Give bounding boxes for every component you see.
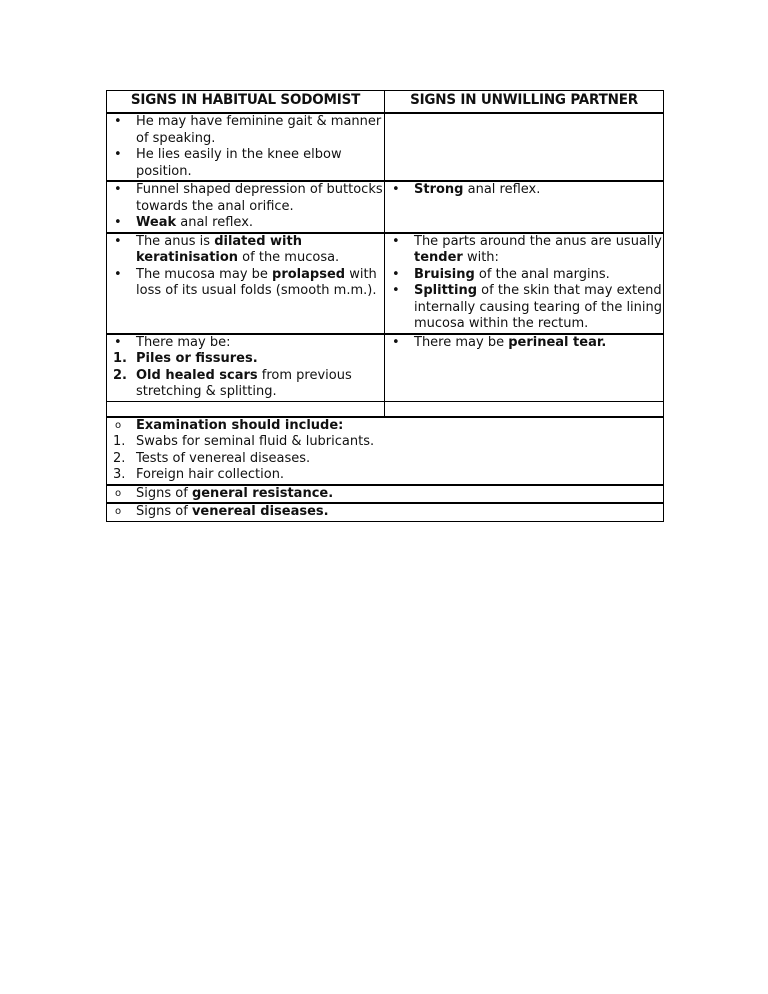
item-text: Signs of — [136, 504, 192, 519]
item-text: of the anal margins. — [474, 266, 610, 282]
item-text: anal reflex. — [176, 215, 254, 230]
item-text: There may be — [414, 334, 509, 350]
item-text: Foreign hair collection. — [136, 467, 285, 482]
list-item — [107, 267, 384, 300]
bullet-icon: o — [115, 487, 122, 499]
item-text: with loss of its usual folds (smooth m.m.). — [136, 266, 377, 298]
item-text: The anus is — [136, 233, 215, 249]
item-text: Signs of — [136, 485, 192, 501]
sign-list — [385, 182, 663, 199]
right-cell — [385, 334, 664, 402]
item-text: of the mucosa. — [238, 250, 340, 265]
empty-cell — [385, 401, 664, 417]
right-cell — [385, 233, 664, 334]
bullet-icon: • — [392, 283, 400, 298]
sign-list — [107, 182, 384, 232]
general-resistance-row — [107, 485, 664, 504]
bullet-icon: • — [392, 334, 400, 350]
emphasis-text: Examination should include: — [136, 417, 344, 433]
list-item — [107, 504, 663, 521]
list-item — [107, 434, 663, 451]
emphasis-text: venereal diseases. — [191, 504, 329, 519]
item-text: Funnel shaped depression of buttocks towards the anal orifice. — [136, 182, 383, 214]
table-row — [107, 233, 664, 334]
left-cell — [107, 113, 385, 181]
item-text: He lies easily in the knee elbow position. — [136, 147, 342, 179]
item-text: with: — [462, 250, 499, 265]
list-item — [107, 147, 384, 180]
emphasis-text: Old healed scars — [136, 367, 258, 383]
sign-list — [385, 335, 663, 352]
list-item — [107, 234, 384, 267]
signs-table — [106, 90, 664, 522]
item-text: Swabs for seminal fluid & lubricants. — [136, 434, 375, 449]
bullet-icon: • — [114, 266, 122, 282]
item-text: The parts around the anus are usually — [414, 233, 662, 249]
empty-row — [107, 401, 664, 417]
bullet-icon: o — [115, 419, 122, 431]
bullet-icon: • — [114, 215, 122, 230]
sign-list — [107, 234, 384, 300]
table-row — [107, 181, 664, 233]
sign-list — [385, 234, 663, 333]
item-text: The mucosa may be — [136, 266, 273, 282]
list-item — [385, 335, 663, 352]
list-item — [107, 467, 663, 484]
emphasis-text: perineal tear. — [508, 334, 607, 350]
header-row — [107, 91, 664, 114]
emphasis-text: Bruising — [414, 266, 475, 282]
list-number: 2. — [113, 450, 126, 466]
list-item — [107, 114, 384, 147]
list-item — [107, 351, 384, 368]
general-resistance-cell — [107, 485, 664, 504]
right-cell — [385, 181, 664, 233]
emphasis-text: Weak — [136, 215, 177, 230]
right-cell — [385, 113, 664, 181]
venereal-list — [107, 504, 663, 521]
list-item — [107, 335, 384, 352]
sign-list — [107, 335, 384, 401]
examination-list — [107, 418, 663, 484]
list-item — [385, 283, 663, 333]
venereal-cell — [107, 503, 664, 521]
list-number: 1. — [113, 351, 127, 366]
item-text: from previous stretching & splitting. — [136, 367, 352, 399]
list-item — [107, 182, 384, 215]
bullet-icon: • — [114, 114, 122, 129]
item-text: He may have feminine gait & manner of speaking. — [136, 114, 382, 146]
venereal-row — [107, 503, 664, 521]
list-item — [107, 368, 384, 401]
emphasis-text: Strong — [414, 182, 464, 197]
emphasis-text: dilated with keratinisation — [136, 233, 302, 265]
emphasis-text: Piles or fissures. — [136, 351, 258, 366]
bullet-icon: • — [114, 233, 122, 249]
list-item — [107, 486, 663, 503]
examination-cell — [107, 417, 664, 485]
item-text: There may be: — [136, 334, 231, 350]
left-cell — [107, 181, 385, 233]
left-cell — [107, 233, 385, 334]
list-item — [107, 451, 663, 468]
emphasis-text: Splitting — [414, 283, 478, 298]
bullet-icon: • — [392, 266, 400, 282]
list-item — [107, 418, 663, 435]
bullet-icon: • — [114, 182, 122, 197]
table-row — [107, 334, 664, 402]
list-item — [385, 182, 663, 199]
general-resistance-list — [107, 486, 663, 503]
list-number: 3. — [113, 467, 126, 482]
emphasis-text: general resistance. — [191, 485, 334, 501]
header-habitual-sodomist: SIGNS IN HABITUAL SODOMIST — [107, 90, 385, 114]
item-text: anal reflex. — [463, 182, 541, 197]
bullet-icon: o — [115, 506, 122, 517]
list-number: 1. — [113, 434, 126, 449]
item-text: Tests of venereal diseases. — [136, 450, 311, 466]
list-item — [385, 234, 663, 267]
list-item — [385, 267, 663, 284]
sign-list — [107, 114, 384, 180]
bullet-icon: • — [392, 182, 400, 197]
item-text: of the skin that may extend internally causing tearing of the lining mucosa within the rectum. — [414, 283, 663, 331]
empty-cell — [107, 401, 385, 417]
emphasis-text: prolapsed — [272, 266, 346, 282]
bullet-icon: • — [392, 233, 400, 249]
examination-row — [107, 417, 664, 485]
bullet-icon: • — [114, 334, 122, 350]
list-number: 2. — [113, 367, 127, 383]
list-item — [107, 215, 384, 232]
header-unwilling-partner: SIGNS IN UNWILLING PARTNER — [385, 90, 664, 114]
bullet-icon: • — [114, 147, 122, 162]
left-cell — [107, 334, 385, 402]
table-row — [107, 113, 664, 181]
emphasis-text: tender — [414, 250, 463, 265]
